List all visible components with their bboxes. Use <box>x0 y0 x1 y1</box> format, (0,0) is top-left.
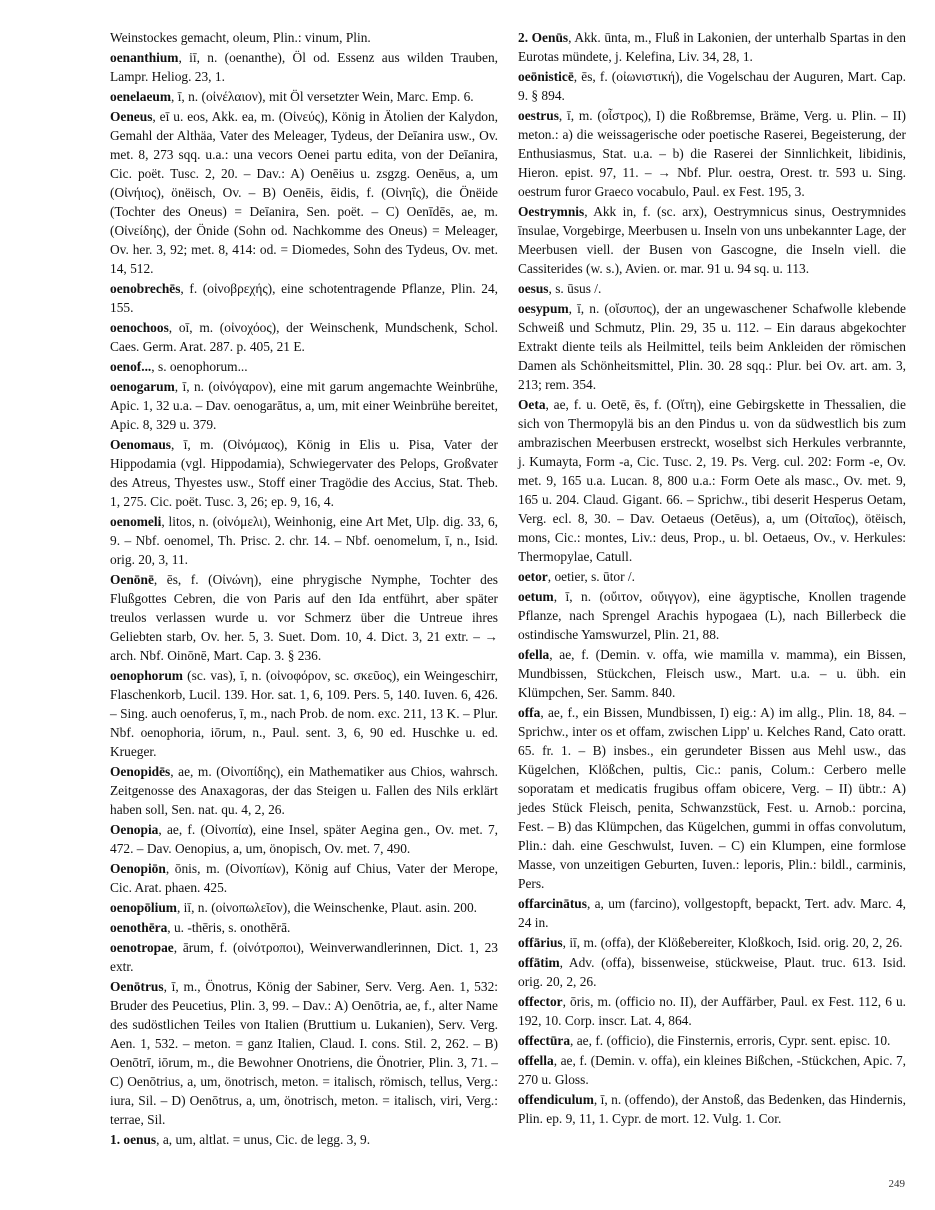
entry-headword: offātim <box>518 955 560 970</box>
entry-text: , ī, n. (οἰνόγαρον), eine mit garum angemachte Weinbrühe, Apic. 1, 32 u.a. – Dav. oenogarātus, a, um, mit einer Weinbrühe bereitet, Apic. 8, 329 u. 379. <box>110 379 498 432</box>
dictionary-entry <box>518 28 906 66</box>
dictionary-entry <box>518 395 906 566</box>
dictionary-entry <box>518 1031 906 1050</box>
entry-headword: oenof... <box>110 359 152 374</box>
page-number: 249 <box>888 1178 905 1190</box>
entry-headword: offectūra <box>518 1033 571 1048</box>
entry-headword: oestrus <box>518 108 559 123</box>
entry-text: , ae, f. (officio), die Finsternis, erroris, Cypr. sent. episc. 10. <box>570 1033 891 1048</box>
right-column <box>518 28 906 1129</box>
entry-headword: Oeneus <box>110 109 153 124</box>
entry-headword: offarcinātus <box>518 896 587 911</box>
entry-text: , ī, m. (οἶστρος), I) die Roßbremse, Bräme, Verg. u. Plin. – II) meton.: a) die weissagerische oder poetische Raserei, Begeisterung, der Enthusiasmus, Stat. u.a. – b) die Raserei der Sinnlichkeit, libidinis, Hieron. epist. 97, 11. – → Nbf. Plur. oestra, Orest. tr. 593 u. Sing. oestrum furor Graeco vocabulo, Paul. ex Fest. 195, 3. <box>518 108 906 199</box>
dictionary-entry <box>518 67 906 105</box>
entry-text: , iī, n. (oenanthe), Öl od. Essenz aus wilden Trauben, Lampr. Heliog. 23, 1. <box>110 50 498 84</box>
dictionary-entry <box>518 933 906 952</box>
dictionary-entry <box>110 762 498 819</box>
entry-headword: offendiculum <box>518 1092 594 1107</box>
entry-headword: offector <box>518 994 563 1009</box>
dictionary-entry <box>518 1051 906 1089</box>
entry-text: , oī, m. (οἰνοχόος), der Weinschenk, Mundschenk, Schol. Caes. Germ. Arat. 287. p. 405, 21 E. <box>110 320 498 354</box>
entry-headword: Oestrymnis <box>518 204 585 219</box>
entry-headword: offa <box>518 705 541 720</box>
entry-text: , ēs, f. (οἰωνιστική), die Vogelschau der Auguren, Mart. Cap. 9. § 894. <box>518 69 906 103</box>
entry-headword: Oenōtrus <box>110 979 164 994</box>
entry-headword: offella <box>518 1053 554 1068</box>
dictionary-entry <box>110 435 498 511</box>
dictionary-entry <box>110 977 498 1129</box>
dictionary-entry <box>518 894 906 932</box>
entry-text: , ae, f. (Demin. v. offa), ein kleines Bißchen, -Stückchen, Apic. 7, 270 u. Gloss. <box>518 1053 906 1087</box>
entry-headword: oenopōlium <box>110 900 177 915</box>
entry-text: , iī, n. (οἰνοπωλεῖον), die Weinschenke, Plaut. asin. 200. <box>176 900 478 915</box>
entry-text: , a, um (farcino), vollgestopft, bepackt, Tert. adv. Marc. 4, 24 in. <box>518 896 906 930</box>
dictionary-entry <box>110 1130 498 1149</box>
entry-text: , s. oenophorum... <box>151 359 248 374</box>
dictionary-entry <box>110 820 498 858</box>
entry-text: , eī u. eos, Akk. ea, m. (Οἰνεύς), König in Ätolien der Kalydon, Gemahl der Althäa, Vater des Meleager, Tydeus, der Deīanira usw., Ov. met. 8, 273 sqq. u.a.: una vecors Oenei partu edita, von der Deīanira, Cic. poët. Tusc. 2, 20. – Dav.: A) Oenēius u. zsgzg. Oenēus, a, um (Οἰνήιος), önëisch, Ov. – B) Oenēis, ēidis, f. (Οἰνηΐς), die Önëide (Tochter des Oneus) = Deīanira, Sen. poët. – C) Oenīdēs, ae, m. (Οἰνείδης), der Önide (Sohn od. Nachkomme des Oneus) = Meleager, Ov. her. 3, 92; met. 8, 414: od. = Diomedes, Sohn des Tydeus, Ov. met. 14, 512. <box>110 109 498 276</box>
dictionary-entry <box>110 318 498 356</box>
entry-text: , ī, n. (οἰνέλαιον), mit Öl versetzter Wein, Marc. Emp. 6. <box>171 89 474 104</box>
dictionary-entry <box>110 279 498 317</box>
dictionary-entry <box>518 299 906 394</box>
entry-headword: oesus <box>518 281 549 296</box>
dictionary-entry <box>110 48 498 86</box>
entry-headword: Oenōnē <box>110 572 154 587</box>
entry-headword: offārius <box>518 935 563 950</box>
entry-headword: oetor <box>518 569 548 584</box>
dictionary-entry <box>518 1090 906 1128</box>
dictionary-entry <box>518 202 906 278</box>
entry-text: , oetier, s. ūtor /. <box>547 569 635 584</box>
entry-text: , ēs, f. (Οἰνώνη), eine phrygische Nymphe, Tochter des Flußgottes Cebren, die von Paris auf den Ida entführt, aber später treulos verlassen wurde u. vor Schmerz über die Untreue ihres Geliebten starb, Ov. her. 5, 3. Suet. Dom. 10, 4. Dict. 3, 21 extr. – → arch. Nbf. Oinōnē, Mart. Cap. 3. § 236. <box>110 572 498 663</box>
dictionary-entry <box>110 859 498 897</box>
dictionary-entry <box>110 938 498 976</box>
entry-headword: 2. Oenūs <box>518 30 569 45</box>
dictionary-entry <box>110 918 498 937</box>
entry-headword: Oenomaus <box>110 437 172 452</box>
entry-text: , ōris, m. (officio no. II), der Auffärber, Paul. ex Fest. 112, 6 u. 192, 10. Corp. inscr. Lat. 4, 864. <box>518 994 906 1028</box>
dictionary-entry <box>518 703 906 893</box>
entry-text: , ī, n. (offendo), der Anstoß, das Bedenken, das Hindernis, Plin. ep. 9, 11, 1. Cypr. de mort. 12. Vulg. 1. Cor. <box>518 1092 906 1126</box>
entry-text: , Akk. ūnta, m., Fluß in Lakonien, der unterhalb Spartas in den Eurotas mündete, j. Kelefina, Liv. 34, 28, 1. <box>518 30 906 64</box>
dictionary-entry <box>518 953 906 991</box>
entry-text: (sc. vas), ī, n. (οἰνοφόρον, sc. σκεῦος), ein Weingeschirr, Flaschenkorb, Lucil. 139. Hor. sat. 1, 6, 109. Pers. 5, 140. Iuven. 6, 426. – Sing. auch oenoferus, ī, m., nach Prob. de nom. exc. 211, 13 K. – Plur. Nbf. oenophoria, iōrum, n., Paul. sent. 3, 6, 90 ed. Huschke u. ed. Krueger. <box>110 668 498 759</box>
dictionary-entry <box>110 898 498 917</box>
entry-headword: oenomeli <box>110 514 162 529</box>
entry-text: , ae, m. (Οἰνοπίδης), ein Mathematiker aus Chios, wahrsch. Zeitgenosse des Anaxagoras, der das Steigen u. Fallen des Nils erklärt haben soll, Sen. nat. qu. 4, 2, 26. <box>110 764 498 817</box>
entry-text: , u. -thēris, s. onothērā. <box>167 920 291 935</box>
dictionary-entry <box>518 645 906 702</box>
entry-text: , litos, n. (οἰνόμελι), Weinhonig, eine Art Met, Ulp. dig. 33, 6, 9. – Nbf. oenomel, Th. Prisc. 2. chr. 14. – Nbf. oenomelum, ī, n., Isid. orig. 20, 3, 11. <box>110 514 498 567</box>
entry-headword: ofella <box>518 647 550 662</box>
dictionary-entry <box>518 587 906 644</box>
dictionary-entry <box>110 87 498 106</box>
entry-headword: oetum <box>518 589 554 604</box>
entry-text: , ae, f. (Οἰνοπία), eine Insel, später Aegina gen., Ov. met. 7, 472. – Dav. Oenopius, a, um, önopisch, Ov. met. 7, 490. <box>110 822 498 856</box>
entry-text: , ī, n. (οὔιτον, οὔιγγον), eine ägyptische, Knollen tragende Pflanze, nach Sprengel Arachis hypogaea (L), nach Billerbeck die ostindische Yamswurzel, Plin. 21, 88. <box>518 589 906 642</box>
entry-text: , ae, f. (Demin. v. offa, wie mamilla v. mamma), ein Bissen, Mundbissen, Stückchen, Fleisch usw., Mart. u.a. – u. übh. ein Klümpchen, Ser. Samm. 840. <box>518 647 906 700</box>
entry-text: , iī, m. (offa), der Klößebereiter, Kloßkoch, Isid. orig. 20, 2, 26. <box>562 935 903 950</box>
dictionary-entry <box>110 107 498 278</box>
entry-text: , Adv. (offa), bissenweise, stückweise, Plaut. truc. 613. Isid. orig. 20, 2, 26. <box>518 955 906 989</box>
dictionary-entry <box>518 106 906 201</box>
dictionary-entry <box>110 512 498 569</box>
entry-text: Weinstockes gemacht, oleum, Plin.: vinum, Plin. <box>110 30 371 45</box>
dictionary-entry <box>110 666 498 761</box>
left-column <box>110 28 498 1150</box>
entry-headword: oenothēra <box>110 920 168 935</box>
entry-headword: oenogarum <box>110 379 175 394</box>
entry-text: , f. (οἰνοβρεχής), eine schotentragende Pflanze, Plin. 24, 155. <box>110 281 498 315</box>
dictionary-entry <box>518 279 906 298</box>
entry-text: , Akk in, f. (sc. arx), Oestrymnicus sinus, Oestrymnides īnsulae, Vorgebirge, Meerbusen u. Inseln von uns unbekannter Lage, der Meerbusen viell. der Busen von Gascogne, die Inseln viell. die Cassiterides (w. s.), Avien. or. mar. 91 u. 94 sq. u. 113. <box>518 204 906 276</box>
entry-headword: oenobrechēs <box>110 281 181 296</box>
entry-text: , ae, f., ein Bissen, Mundbissen, I) eig.: A) im allg., Plin. 18, 84. – Sprichw., inter os et offam, zwischen Lipp' u. Kelches Rand, Cato oratt. 65. fr. 1. – B) insbes., ein gerundeter Bissen aus Mehl usw., das Kügelchen, Klößchen, pultis, Cic.: panis, Colum.: Cerbero melle soporatam et medicatis frugibus offam obicere, Verg. – II) übtr.: A) jedes Stück Fleisch, penita, Schwanzstück, Fest. u. Arnob.: porcina, Fest. – B) das Klümpchen, das Kügelchen, gummi in offas convolutum, Plin.: dah. eine Geschwulst, Iuven. – C) ein Klumpen, eine formlose Masse, von unzeitigen Geburten, Iuven.: leporis, Plin.: bildl., carminis, Pers. <box>518 705 906 891</box>
entry-text: , ī, m., Önotrus, König der Sabiner, Serv. Verg. Aen. 1, 532: Bruder des Peucetius, Plin. 3, 99. – Dav.: A) Oenōtria, ae, f., alter Name des sudöstlichen Teiles von Italien (Bruttium u. Lukanien), Serv. Verg. Aen. 1, 532. – meton. = ganz Italien, Claud. I. cons. Stil. 2, 262. – B) Oenōtrī, iōrum, m., die Bewohner Onotriens, die Önotrier, Plin. 3, 71. – C) Oenōtrius, a, um, önotrisch, meton. = italisch, römisch, tellus, Verg.: iura, Sil. – D) Oenōtrus, a, um, önotrisch, meton. = italisch, viri, Verg.: terrae, Sil. <box>110 979 498 1127</box>
dictionary-entry <box>110 570 498 665</box>
entry-headword: Oenopiōn <box>110 861 166 876</box>
entry-text: , ī, n. (οἴσυπος), der an ungewaschener Schafwolle klebende Schweiß und Schmutz, Plin. 29, 35 u. 112. – Ein daraus abgekochter Extrakt diente teils als Heilmittel, teils beim Ankleiden der römischen Damen als Schönheitsmittel, Plin. 30. 28 sqq.: Plur. bei Ov. art. am. 3, 213; rem. 354. <box>518 301 906 392</box>
entry-text: , s. ūsus /. <box>548 281 602 296</box>
entry-text: , ārum, f. (οἰνότροποι), Weinverwandlerinnen, Dict. 1, 23 extr. <box>110 940 498 974</box>
entry-headword: Oenopia <box>110 822 159 837</box>
entry-text: , ōnis, m. (Οἰνοπίων), König auf Chius, Vater der Merope, Cic. Arat. phaen. 425. <box>110 861 498 895</box>
entry-headword: 1. oenus <box>110 1132 157 1147</box>
entry-headword: Oenopidēs <box>110 764 171 779</box>
entry-headword: oesypum <box>518 301 569 316</box>
entry-text: , ī, m. (Οἰνόμαος), König in Elis u. Pisa, Vater der Hippodamia (vgl. Hippodamia), Schwiegervater des Pelops, Großvater des Atreus, Thyestes usw., Stoff einer Tragödie des Accius, Stat. Theb. 1, 275. Cic. poët. Tusc. 3, 26; ep. 9, 16, 4. <box>110 437 498 509</box>
entry-headword: oenelaeum <box>110 89 171 104</box>
entry-headword: oenochoos <box>110 320 169 335</box>
dictionary-entry <box>110 357 498 376</box>
entry-text: , a, um, altlat. = unus, Cic. de legg. 3, 9. <box>156 1132 371 1147</box>
dictionary-entry <box>110 377 498 434</box>
entry-headword: Oeta <box>518 397 546 412</box>
entry-headword: oenotropae <box>110 940 174 955</box>
entry-text: , ae, f. u. Oetē, ēs, f. (Οἴτη), eine Gebirgskette in Thessalien, die sich von Thermopylä bis an den Pindus u. von da südwestlich bis zum ambrazischen Meerbusen erstreckt, woselbst sich Herkules verbrannte, j. Kumayta, Form -a, Cic. Tusc. 2, 19. Ps. Verg. cul. 202: Form -e, Ov. met. 9, 165 u.a. Lucan. 8, 800 u.a.: Form Oete als masc., Ov. met. 9, 165 u. 204. Claud. Gigant. 66. – Sprichw., tibi deserit Hesperus Oetam, Verg. ecl. 8, 30. – Dav. Oetaeus (Oetēus), a, um (Οἰταῖος), ötëisch, mons, Cic.: montes, Liv.: deus, Prop., u. bl. Oetaeus, Ov., v. Herkules: Thermopylae, Catull. <box>518 397 906 564</box>
dictionary-entry <box>518 567 906 586</box>
entry-headword: oenanthium <box>110 50 179 65</box>
entry-headword: oenophorum <box>110 668 183 683</box>
dictionary-entry <box>518 992 906 1030</box>
dictionary-entry <box>110 28 498 47</box>
entry-headword: oeōnisticē <box>518 69 574 84</box>
